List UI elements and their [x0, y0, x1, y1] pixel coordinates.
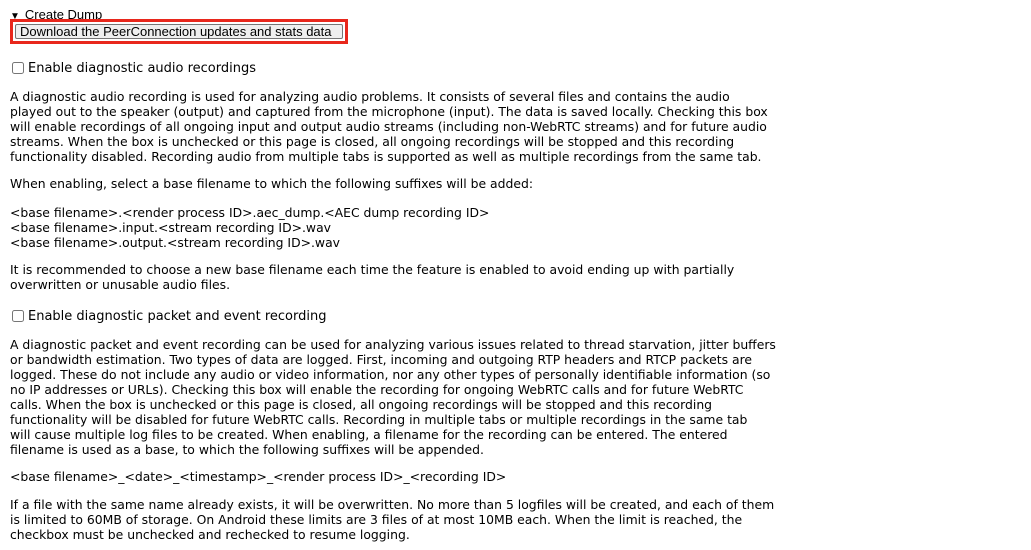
audio-suffix-list: [10, 205, 790, 250]
packet-limits-line: checkbox must be unchecked and rechecked to resume logging.: [10, 527, 410, 542]
audio-description-line: streams. When the box is unchecked or this page is closed, all ongoing recordings will be stopped and this recording: [10, 134, 735, 149]
audio-suffix-line: <base filename>.input.<stream recording ID>.wav: [10, 220, 331, 235]
packet-description: [10, 337, 790, 457]
packet-recording-option[interactable]: [12, 308, 327, 324]
packet-recording-checkbox[interactable]: [12, 310, 24, 322]
audio-recording-label: Enable diagnostic audio recordings: [28, 60, 257, 76]
packet-description-line: no IP addresses or URLs). Checking this box will enable the recording for ongoing WebRTC calls and for future WebRTC: [10, 382, 744, 397]
packet-recording-label: Enable diagnostic packet and event recording: [28, 308, 327, 324]
disclosure-triangle-icon: ▼: [10, 11, 20, 22]
packet-description-line: A diagnostic packet and event recording can be used for analyzing various issues related to thread starvation, jitter buffers: [10, 337, 776, 352]
packet-description-line: calls. When the box is unchecked or this page is closed, all ongoing recordings will be stopped and this recording: [10, 397, 713, 412]
audio-description-line: functionality disabled. Recording audio from multiple tabs is supported as well as multiple recordings from the same tab.: [10, 149, 762, 164]
audio-recommendation-line: overwritten or unusable audio files.: [10, 277, 231, 292]
audio-recording-option[interactable]: [12, 60, 256, 76]
packet-description-line: or bandwidth estimation. Two types of data are logged. First, incoming and outgoing RTP headers and RTCP packets are: [10, 352, 753, 367]
create-dump-summary-label: Create Dump: [24, 7, 103, 22]
audio-description-line: A diagnostic audio recording is used for analyzing audio problems. It consists of several files and contains the audio: [10, 89, 730, 104]
audio-description-line: will enable recordings of all ongoing input and output audio streams (including non-WebRTC streams) and for future audio: [10, 119, 767, 134]
packet-description-line: functionality will be disabled for future WebRTC calls. Recording in multiple tabs or multiple recordings in the same tab: [10, 412, 748, 427]
audio-suffix-intro: When enabling, select a base filename to which the following suffixes will be added:: [10, 176, 534, 191]
audio-description: [10, 89, 790, 164]
packet-limits-line: is limited to 60MB of storage. On Android these limits are 3 files of at most 10MB each. When the limit is reached, the: [10, 512, 743, 527]
packet-description-line: filename is used as a base, to which the following suffixes will be appended.: [10, 442, 484, 457]
audio-description-line: played out to the speaker (output) and captured from the microphone (input). The data is saved locally. Checking this box: [10, 104, 768, 119]
packet-description-line: logged. These do not include any audio or video information, nor any other types of personally identifiable information (so: [10, 367, 771, 382]
audio-recommendation-line: It is recommended to choose a new base filename each time the feature is enabled to avoid ending up with partially: [10, 262, 735, 277]
packet-limits: [10, 497, 790, 542]
download-dump-button[interactable]: Download the PeerConnection updates and stats data: [15, 24, 343, 39]
packet-suffix: <base filename>_<date>_<timestamp>_<render process ID>_<recording ID>: [10, 469, 507, 484]
download-button-highlight: [10, 19, 348, 44]
audio-suffix-line: <base filename>.output.<stream recording ID>.wav: [10, 235, 340, 250]
packet-limits-line: If a file with the same name already exists, it will be overwritten. No more than 5 logfiles will be created, and each of them: [10, 497, 775, 512]
audio-recommendation: [10, 262, 790, 292]
packet-description-line: will cause multiple log files to be created. When enabling, a filename for the recording can be entered. The entered: [10, 427, 728, 442]
audio-recording-checkbox[interactable]: [12, 62, 24, 74]
audio-suffix-line: <base filename>.<render process ID>.aec_dump.<AEC dump recording ID>: [10, 205, 490, 220]
